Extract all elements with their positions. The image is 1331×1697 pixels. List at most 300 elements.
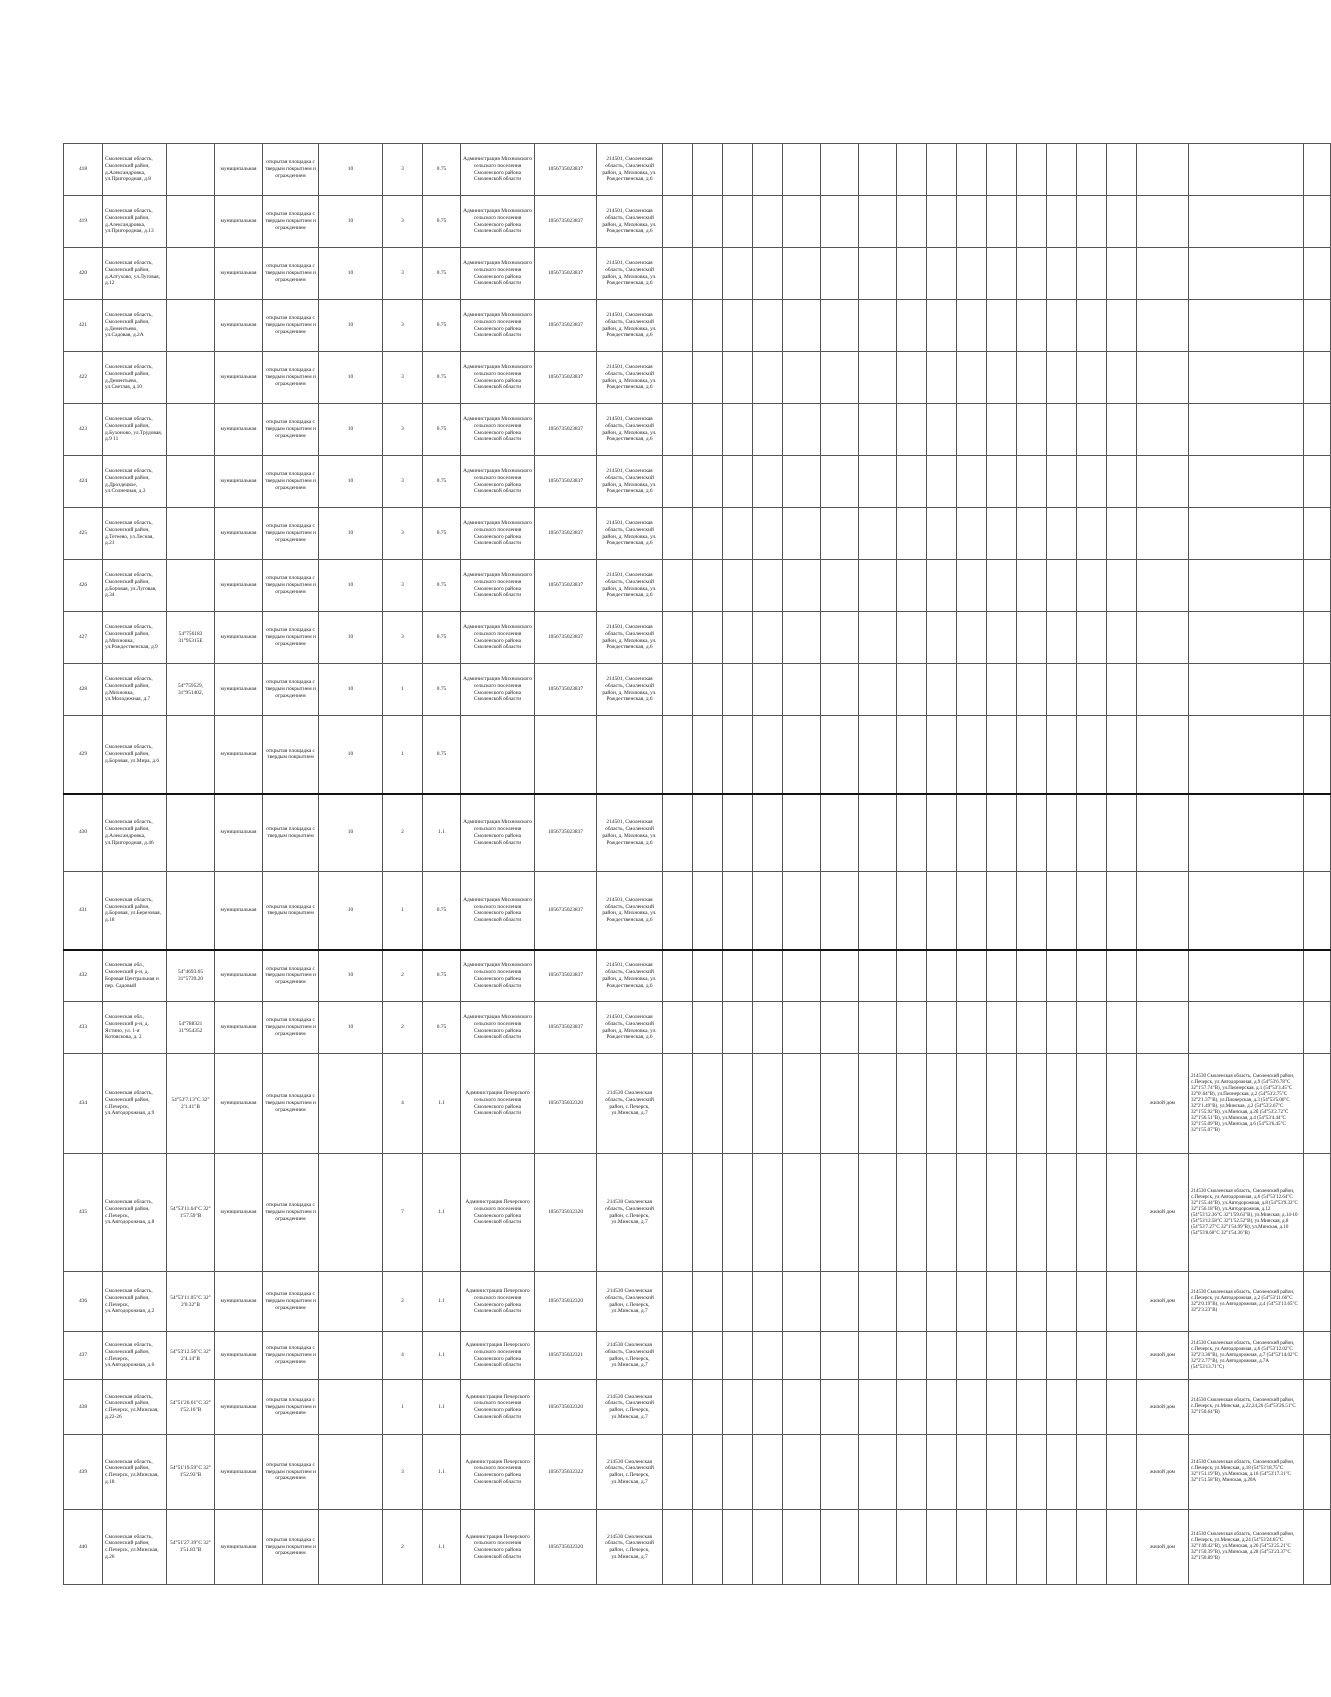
row-number: 439 xyxy=(64,1435,103,1510)
empty-cell xyxy=(987,1272,1017,1332)
empty-cell xyxy=(753,144,783,196)
waste-source-type xyxy=(1137,950,1189,1002)
empty-cell xyxy=(821,300,859,352)
site-address: Смоленская область, Смоленский район, д.Александровка, ул.Пригородная, д.8 xyxy=(103,144,167,196)
empty-cell xyxy=(693,248,723,300)
empty-cell xyxy=(1077,1332,1107,1380)
empty-cell xyxy=(1077,300,1107,352)
empty-cell xyxy=(1017,872,1047,950)
empty-cell xyxy=(897,950,927,1002)
empty-cell xyxy=(897,456,927,508)
empty-cell xyxy=(1047,352,1077,404)
empty-cell xyxy=(897,1054,927,1154)
surface-type: открытая площадка с твердым покрытием и ограждением xyxy=(263,664,319,716)
empty-cell xyxy=(987,508,1017,560)
waste-source-type xyxy=(1137,456,1189,508)
area: 10 xyxy=(319,872,383,950)
container-count: 2 xyxy=(383,794,423,872)
empty-cell xyxy=(859,248,897,300)
empty-cell xyxy=(663,716,693,794)
empty-cell xyxy=(783,794,821,872)
empty-cell xyxy=(1017,508,1047,560)
owner-ogrn: 1056735032320 xyxy=(535,1054,597,1154)
container-volume: 0.75 xyxy=(423,1002,461,1054)
container-count: 1 xyxy=(383,1380,423,1435)
empty-cell xyxy=(753,1435,783,1510)
empty-cell xyxy=(1047,300,1077,352)
site-address: Смоленская область, Смоленский район, с.Печерск, ул.Автодорожная, д.2 xyxy=(103,1272,167,1332)
empty-cell xyxy=(1107,794,1137,872)
empty-cell xyxy=(783,456,821,508)
table-row xyxy=(64,1054,1331,1154)
area: 10 xyxy=(319,248,383,300)
owner-organization: Администрация Печерского сельского поселения Смоленского района Смоленской области xyxy=(461,1272,535,1332)
owner-organization: Администрация Печерского сельского поселения Смоленского района Смоленской области xyxy=(461,1510,535,1585)
empty-cell xyxy=(957,1154,987,1272)
container-count: 4 xyxy=(383,1332,423,1380)
container-volume: 1.1 xyxy=(423,1054,461,1154)
empty-cell xyxy=(927,950,957,1002)
container-count: 2 xyxy=(383,950,423,1002)
empty-cell xyxy=(957,404,987,456)
empty-cell xyxy=(927,560,957,612)
empty-cell xyxy=(897,560,927,612)
owner-address: 214501, Смоленская область, Смоленский район, д. Михновка, ул. Рождественская, д.6 xyxy=(597,196,663,248)
container-volume: 0.75 xyxy=(423,456,461,508)
empty-cell xyxy=(1017,950,1047,1002)
owner-address xyxy=(597,716,663,794)
container-count: 3 xyxy=(383,612,423,664)
container-volume: 1.1 xyxy=(423,1154,461,1272)
empty-cell xyxy=(783,1380,821,1435)
empty-cell xyxy=(663,508,693,560)
table-row xyxy=(64,352,1331,404)
owner-organization: Администрация Печерского сельского поселения Смоленского района Смоленской области xyxy=(461,1435,535,1510)
table-row xyxy=(64,794,1331,872)
surface-type: открытая площадка с твердым покрытием и ограждением xyxy=(263,300,319,352)
empty-cell xyxy=(1304,300,1331,352)
area xyxy=(319,1510,383,1585)
owner-ogrn: 1056735032320 xyxy=(535,1154,597,1272)
empty-cell xyxy=(1077,352,1107,404)
empty-cell xyxy=(723,456,753,508)
empty-cell xyxy=(1107,872,1137,950)
waste-source-details xyxy=(1189,404,1304,456)
area: 10 xyxy=(319,560,383,612)
empty-cell xyxy=(1107,1154,1137,1272)
empty-cell xyxy=(753,1510,783,1585)
empty-cell xyxy=(957,1054,987,1154)
container-count: 2 xyxy=(383,1002,423,1054)
empty-cell xyxy=(1047,1332,1077,1380)
table-row xyxy=(64,1510,1331,1585)
empty-cell xyxy=(753,404,783,456)
empty-cell xyxy=(723,1054,753,1154)
empty-cell xyxy=(987,1510,1017,1585)
site-address: Смоленская область, Смоленский район, с.Печерск, ул.Автодорожная, д.8 xyxy=(103,1154,167,1272)
surface-type: открытая площадка с твердым покрытием и ограждением xyxy=(263,404,319,456)
surface-type: открытая площадка с твердым покрытием и ограждением xyxy=(263,1435,319,1510)
empty-cell xyxy=(723,404,753,456)
ownership-type: муниципальная xyxy=(215,300,263,352)
container-volume: 0.75 xyxy=(423,352,461,404)
row-number: 435 xyxy=(64,1154,103,1272)
empty-cell xyxy=(1304,248,1331,300)
empty-cell xyxy=(1304,1272,1331,1332)
surface-type: открытая площадка с твердым покрытием и ограждением xyxy=(263,1154,319,1272)
empty-cell xyxy=(897,1435,927,1510)
site-coordinates: 54°759529, 31°951402, xyxy=(167,664,215,716)
table-row xyxy=(64,872,1331,950)
site-coordinates: 54°756183 31°95315Е xyxy=(167,612,215,664)
empty-cell xyxy=(1304,872,1331,950)
owner-ogrn: 1056735032320 xyxy=(535,1272,597,1332)
container-count: 3 xyxy=(383,196,423,248)
empty-cell xyxy=(693,300,723,352)
empty-cell xyxy=(897,196,927,248)
empty-cell xyxy=(957,352,987,404)
owner-address: 214501, Смоленская область, Смоленский район, д. Михновка, ул. Рождественская, д.6 xyxy=(597,950,663,1002)
container-volume: 0.75 xyxy=(423,716,461,794)
empty-cell xyxy=(783,950,821,1002)
empty-cell xyxy=(987,560,1017,612)
empty-cell xyxy=(897,300,927,352)
container-count: 3 xyxy=(383,508,423,560)
surface-type: открытая площадка с твердым покрытием xyxy=(263,716,319,794)
empty-cell xyxy=(897,1154,927,1272)
area: 10 xyxy=(319,612,383,664)
empty-cell xyxy=(957,1002,987,1054)
area: 10 xyxy=(319,716,383,794)
owner-address: 214501, Смоленская область, Смоленский район, д. Михновка, ул. Рождественская, д.6 xyxy=(597,664,663,716)
waste-source-type xyxy=(1137,508,1189,560)
empty-cell xyxy=(927,456,957,508)
empty-cell xyxy=(897,1332,927,1380)
empty-cell xyxy=(753,508,783,560)
empty-cell xyxy=(1047,664,1077,716)
surface-type: открытая площадка с твердым покрытием и ограждением xyxy=(263,144,319,196)
empty-cell xyxy=(783,1332,821,1380)
empty-cell xyxy=(753,352,783,404)
owner-ogrn: 1056735023837 xyxy=(535,872,597,950)
empty-cell xyxy=(783,1054,821,1154)
empty-cell xyxy=(783,508,821,560)
empty-cell xyxy=(1017,1272,1047,1332)
empty-cell xyxy=(1304,144,1331,196)
ownership-type: муниципальная xyxy=(215,1154,263,1272)
owner-organization: Администрация Михновского сельского поселения Смоленского района Смоленской области xyxy=(461,196,535,248)
site-address: Смоленская область, Смоленский район, д.Боровая, ул.Луговая, д.34 xyxy=(103,560,167,612)
owner-organization: Администрация Михновского сельского поселения Смоленского района Смоленской области xyxy=(461,794,535,872)
empty-cell xyxy=(1017,404,1047,456)
empty-cell xyxy=(897,144,927,196)
site-coordinates xyxy=(167,560,215,612)
table-row xyxy=(64,1002,1331,1054)
site-address: Смоленская область, Смоленский район, д.Дементьево, ул.Садовая, д.2А xyxy=(103,300,167,352)
owner-organization: Администрация Михновского сельского поселения Смоленского района Смоленской области xyxy=(461,664,535,716)
empty-cell xyxy=(859,1510,897,1585)
empty-cell xyxy=(753,1332,783,1380)
empty-cell xyxy=(1107,1510,1137,1585)
empty-cell xyxy=(663,872,693,950)
site-coordinates xyxy=(167,352,215,404)
site-coordinates: 54°51'19.59"С 32° 1'52.93"В xyxy=(167,1435,215,1510)
site-address: Смоленская область, Смоленский район, д.Дементьево, ул.Светлая, д.10 xyxy=(103,352,167,404)
empty-cell xyxy=(927,1332,957,1380)
owner-address: 214530 Смоленская область, Смоленский район, с.Печерск, ул.Минская, д.7 xyxy=(597,1332,663,1380)
waste-source-type xyxy=(1137,300,1189,352)
surface-type: открытая площадка с твердым покрытием и ограждением xyxy=(263,508,319,560)
empty-cell xyxy=(1304,404,1331,456)
empty-cell xyxy=(1017,456,1047,508)
site-coordinates: 54°53'11.05"С 32° 2'0.32"В xyxy=(167,1272,215,1332)
waste-source-type xyxy=(1137,794,1189,872)
owner-organization: Администрация Михновского сельского поселения Смоленского района Смоленской области xyxy=(461,456,535,508)
table-row xyxy=(64,560,1331,612)
empty-cell xyxy=(1107,144,1137,196)
ownership-type: муниципальная xyxy=(215,144,263,196)
waste-source-type: жилой дом xyxy=(1137,1332,1189,1380)
empty-cell xyxy=(1017,664,1047,716)
empty-cell xyxy=(859,404,897,456)
table-row xyxy=(64,1435,1331,1510)
owner-address: 214501, Смоленская область, Смоленский район, д. Михновка, ул. Рождественская, д.6 xyxy=(597,560,663,612)
waste-source-details xyxy=(1189,872,1304,950)
empty-cell xyxy=(1107,1054,1137,1154)
site-address: Смоленская область, Смоленский район, д.Михновка, ул.Рождественская, д.9 xyxy=(103,612,167,664)
empty-cell xyxy=(723,1510,753,1585)
owner-organization: Администрация Печерского сельского поселения Смоленского района Смоленской области xyxy=(461,1380,535,1435)
empty-cell xyxy=(957,1510,987,1585)
empty-cell xyxy=(753,456,783,508)
empty-cell xyxy=(897,794,927,872)
empty-cell xyxy=(957,1272,987,1332)
empty-cell xyxy=(1304,1380,1331,1435)
surface-type: открытая площадка с твердым покрытием xyxy=(263,872,319,950)
empty-cell xyxy=(1304,1435,1331,1510)
empty-cell xyxy=(1107,1332,1137,1380)
empty-cell xyxy=(957,1380,987,1435)
empty-cell xyxy=(859,300,897,352)
empty-cell xyxy=(1077,1002,1107,1054)
empty-cell xyxy=(1017,248,1047,300)
row-number: 421 xyxy=(64,300,103,352)
empty-cell xyxy=(957,248,987,300)
owner-address: 214501, Смоленская область, Смоленский район, д. Михновка, ул. Рождественская, д.6 xyxy=(597,794,663,872)
row-number: 424 xyxy=(64,456,103,508)
ownership-type: муниципальная xyxy=(215,248,263,300)
empty-cell xyxy=(897,1002,927,1054)
empty-cell xyxy=(957,872,987,950)
row-number: 436 xyxy=(64,1272,103,1332)
empty-cell xyxy=(987,300,1017,352)
owner-organization: Администрация Печерского сельского поселения Смоленского района Смоленской области xyxy=(461,1332,535,1380)
empty-cell xyxy=(821,1002,859,1054)
site-coordinates xyxy=(167,196,215,248)
empty-cell xyxy=(753,1154,783,1272)
waste-source-type: жилой дом xyxy=(1137,1510,1189,1585)
empty-cell xyxy=(753,612,783,664)
empty-cell xyxy=(859,612,897,664)
surface-type: открытая площадка с твердым покрытием и ограждением xyxy=(263,612,319,664)
waste-sites-table xyxy=(63,143,1331,1585)
empty-cell xyxy=(927,508,957,560)
empty-cell xyxy=(1017,1435,1047,1510)
empty-cell xyxy=(987,794,1017,872)
empty-cell xyxy=(897,352,927,404)
owner-ogrn: 1056735023837 xyxy=(535,300,597,352)
owner-ogrn: 1056735023837 xyxy=(535,1002,597,1054)
empty-cell xyxy=(1047,1054,1077,1154)
empty-cell xyxy=(957,560,987,612)
empty-cell xyxy=(821,352,859,404)
empty-cell xyxy=(1077,196,1107,248)
container-volume: 0.75 xyxy=(423,560,461,612)
empty-cell xyxy=(821,404,859,456)
empty-cell xyxy=(1107,716,1137,794)
empty-cell xyxy=(1047,1435,1077,1510)
empty-cell xyxy=(663,1380,693,1435)
site-coordinates xyxy=(167,716,215,794)
empty-cell xyxy=(957,456,987,508)
container-volume: 0.75 xyxy=(423,404,461,456)
empty-cell xyxy=(783,664,821,716)
ownership-type: муниципальная xyxy=(215,560,263,612)
empty-cell xyxy=(753,716,783,794)
empty-cell xyxy=(693,1002,723,1054)
empty-cell xyxy=(753,1002,783,1054)
row-number: 433 xyxy=(64,1002,103,1054)
empty-cell xyxy=(663,794,693,872)
empty-cell xyxy=(821,612,859,664)
site-coordinates xyxy=(167,300,215,352)
empty-cell xyxy=(821,794,859,872)
site-coordinates: 54°51'26.61"С 32° 1'52.16"В xyxy=(167,1380,215,1435)
row-number: 430 xyxy=(64,794,103,872)
empty-cell xyxy=(927,196,957,248)
empty-cell xyxy=(783,404,821,456)
ownership-type: муниципальная xyxy=(215,716,263,794)
waste-source-details xyxy=(1189,950,1304,1002)
empty-cell xyxy=(663,196,693,248)
waste-source-details xyxy=(1189,612,1304,664)
empty-cell xyxy=(1107,560,1137,612)
empty-cell xyxy=(753,196,783,248)
empty-cell xyxy=(693,144,723,196)
owner-ogrn: 1056735032320 xyxy=(535,1380,597,1435)
empty-cell xyxy=(1107,1380,1137,1435)
empty-cell xyxy=(927,248,957,300)
owner-ogrn: 1056735023837 xyxy=(535,560,597,612)
empty-cell xyxy=(897,716,927,794)
empty-cell xyxy=(987,1380,1017,1435)
owner-ogrn: 1056735023837 xyxy=(535,144,597,196)
empty-cell xyxy=(1047,508,1077,560)
empty-cell xyxy=(1077,248,1107,300)
container-volume: 1.1 xyxy=(423,794,461,872)
site-address: Смоленская область, Смоленский район, д.Боровая, ул.Березовая, д.18 xyxy=(103,872,167,950)
container-count: 1 xyxy=(383,872,423,950)
waste-source-details: 214530 Смоленская область, Смоленский район, с.Печерск, ул.Минская, д.18 (54°53'18.75"С 32°1'51.19"В), ул.Минская, д.16 (54°53'17.31"С 32°1'51.58"В), Минская, д.20А xyxy=(1189,1435,1304,1510)
owner-organization: Администрация Михновского сельского поселения Смоленского района Смоленской области xyxy=(461,248,535,300)
site-coordinates xyxy=(167,144,215,196)
owner-organization: Администрация Михновского сельского поселения Смоленского района Смоленской области xyxy=(461,144,535,196)
table-row xyxy=(64,508,1331,560)
waste-source-type xyxy=(1137,1002,1189,1054)
empty-cell xyxy=(897,664,927,716)
empty-cell xyxy=(663,1272,693,1332)
site-coordinates: 54°53'11.64"С 32° 1'57.59"В xyxy=(167,1154,215,1272)
container-volume: 0.75 xyxy=(423,508,461,560)
empty-cell xyxy=(987,248,1017,300)
empty-cell xyxy=(1077,560,1107,612)
owner-ogrn: 1056735023837 xyxy=(535,196,597,248)
owner-organization: Администрация Михновского сельского поселения Смоленского района Смоленской области xyxy=(461,560,535,612)
empty-cell xyxy=(927,1435,957,1510)
empty-cell xyxy=(753,560,783,612)
empty-cell xyxy=(693,1510,723,1585)
empty-cell xyxy=(783,1435,821,1510)
waste-source-details: 214530 Смоленская область, Смоленский район, с.Печерск, ул.Автодорожная, д.6 (54°53'12.64"С 32°1'55.44"В), ул.Автодорожная, д.8 (54°53'9.32"С 32°1'56.18"В), ул.Автодорожная, д.12 (54°53'12.36"С 32°1'59.63"В), ул.Минская, д.14-10 (54°53'12.58"С 32°1'52.52"В), ул.Минская, д.8 (54°53'7.27"С 32°1'54.99"В), ул.Минская, д.10 (54°53'8.68"С 32°1'54.36"В) xyxy=(1189,1154,1304,1272)
area: 10 xyxy=(319,794,383,872)
empty-cell xyxy=(1107,508,1137,560)
owner-ogrn: 1056735032320 xyxy=(535,1510,597,1585)
waste-source-details xyxy=(1189,1002,1304,1054)
ownership-type: муниципальная xyxy=(215,664,263,716)
empty-cell xyxy=(987,1154,1017,1272)
empty-cell xyxy=(753,248,783,300)
site-address: Смоленская область, Смоленский район, с.Печерск, ул.Минская, д.26 xyxy=(103,1510,167,1585)
empty-cell xyxy=(1047,794,1077,872)
waste-source-details xyxy=(1189,352,1304,404)
empty-cell xyxy=(927,1054,957,1154)
waste-source-type xyxy=(1137,248,1189,300)
empty-cell xyxy=(723,794,753,872)
ownership-type: муниципальная xyxy=(215,794,263,872)
empty-cell xyxy=(821,508,859,560)
empty-cell xyxy=(1107,300,1137,352)
empty-cell xyxy=(1077,456,1107,508)
site-address: Смоленская область, Смоленский район, с.Печерск, ул.Автодорожная, д.9 xyxy=(103,1054,167,1154)
site-coordinates: 54°53'12.56"С 32° 2'4.14"В xyxy=(167,1332,215,1380)
empty-cell xyxy=(1047,248,1077,300)
site-address: Смоленская область, Смоленский район, с.Печерск, ул.Минская, д.22-26 xyxy=(103,1380,167,1435)
empty-cell xyxy=(821,144,859,196)
empty-cell xyxy=(663,404,693,456)
empty-cell xyxy=(1047,950,1077,1002)
empty-cell xyxy=(1107,404,1137,456)
empty-cell xyxy=(821,1380,859,1435)
empty-cell xyxy=(753,1272,783,1332)
container-volume: 0.75 xyxy=(423,196,461,248)
site-coordinates xyxy=(167,248,215,300)
waste-source-type xyxy=(1137,664,1189,716)
table-row xyxy=(64,1154,1331,1272)
ownership-type: муниципальная xyxy=(215,404,263,456)
empty-cell xyxy=(957,144,987,196)
container-count: 3 xyxy=(383,560,423,612)
container-count: 3 xyxy=(383,300,423,352)
empty-cell xyxy=(693,1380,723,1435)
table-row xyxy=(64,1380,1331,1435)
site-address: Смоленская область, Смоленский район, с.Печерск, ул.Минская, д.18 xyxy=(103,1435,167,1510)
empty-cell xyxy=(693,1154,723,1272)
empty-cell xyxy=(663,1510,693,1585)
empty-cell xyxy=(1017,716,1047,794)
empty-cell xyxy=(723,1272,753,1332)
empty-cell xyxy=(723,950,753,1002)
surface-type: открытая площадка с твердым покрытием и ограждением xyxy=(263,248,319,300)
